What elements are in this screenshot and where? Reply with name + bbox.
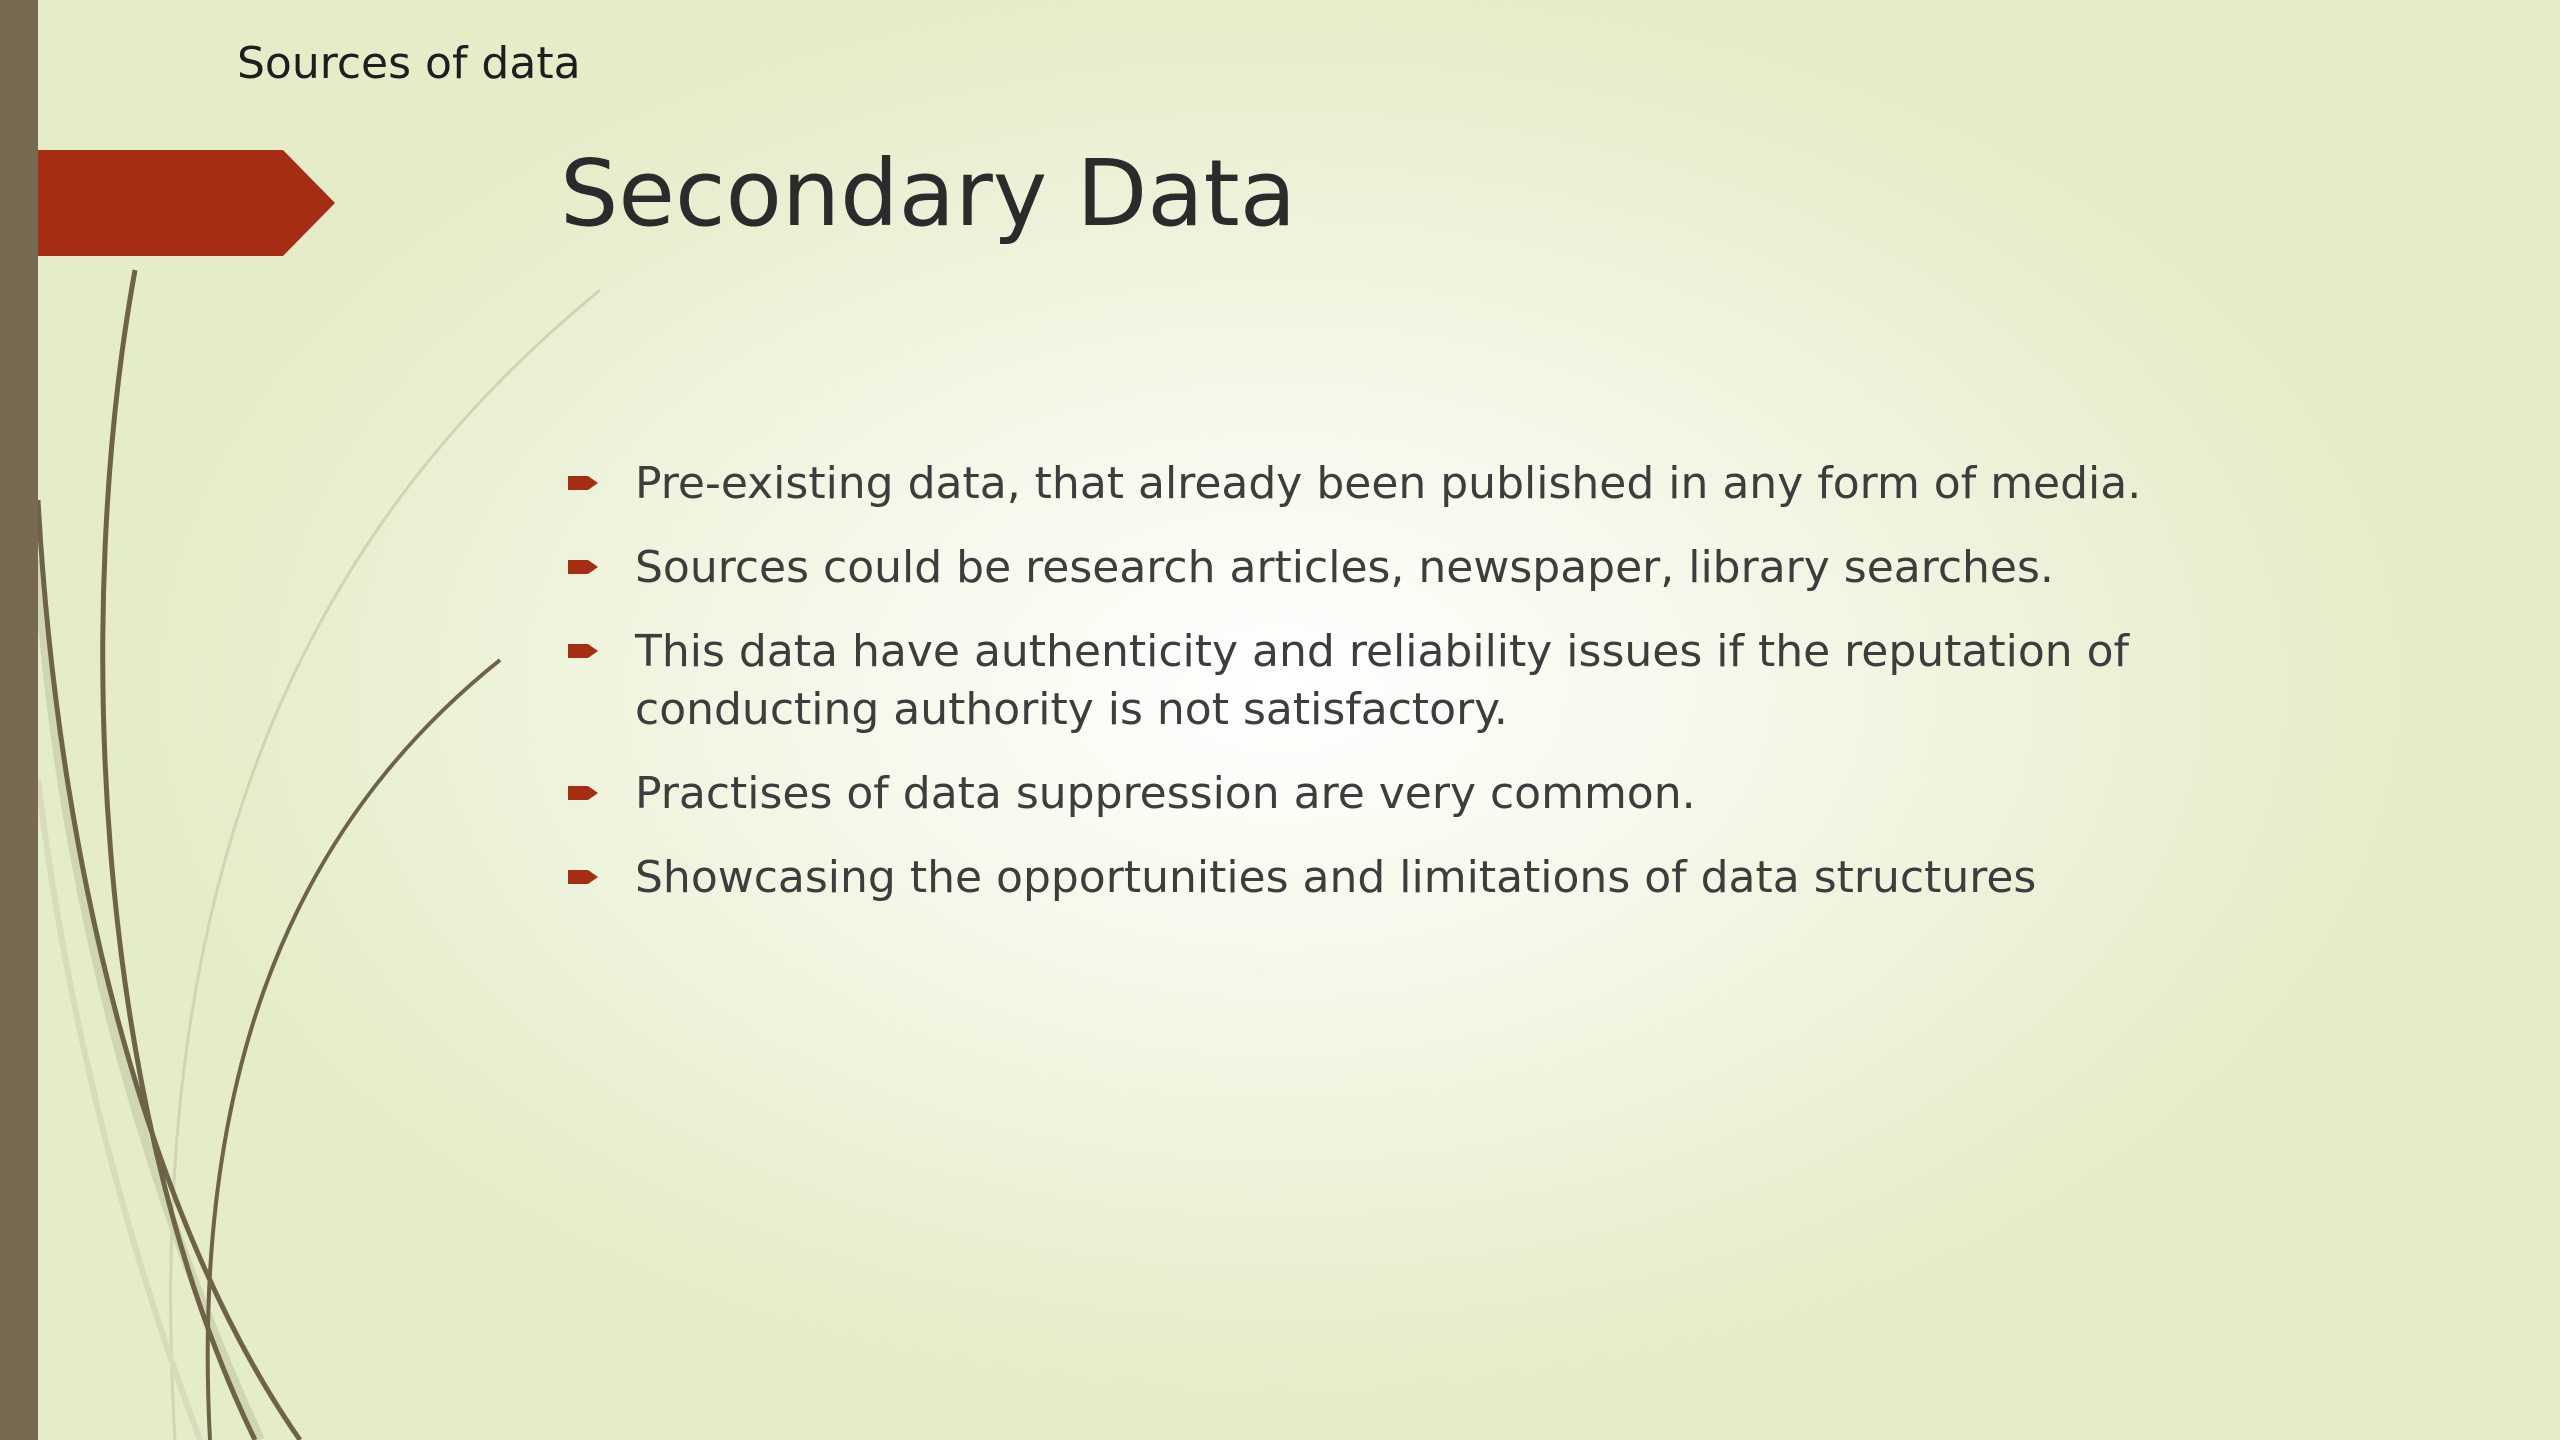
section-label: Sources of data (237, 38, 581, 89)
dark-curve-1 (103, 270, 255, 1440)
bullet-item (560, 849, 2320, 907)
bullet-text: Practises of data suppression are very common. (635, 768, 1696, 819)
bullet-text: Sources could be research articles, newspaper, library searches. (635, 542, 2054, 593)
arrow-bullet-icon (566, 640, 600, 662)
bullet-text: Pre-existing data, that already been published in any form of media. (635, 458, 2142, 509)
arrow-bullet-icon (566, 782, 600, 804)
bullet-item (560, 539, 2320, 597)
bullet-item (560, 623, 2320, 739)
arrow-bullet-icon (566, 556, 600, 578)
bullet-item (560, 455, 2320, 513)
arrow-bullet-icon (566, 472, 600, 494)
slide-title: Secondary Data (560, 140, 1297, 247)
title-arrow-banner (0, 150, 335, 256)
bullet-list (560, 455, 2320, 933)
bullet-text: Showcasing the opportunities and limitations of data structures (635, 852, 2037, 903)
bullet-text: This data have authenticity and reliability issues if the reputation of conducting authority is not satisfactory. (635, 626, 2130, 735)
light-curve-1 (171, 290, 600, 1440)
left-side-bar (0, 0, 38, 1440)
bullet-item (560, 765, 2320, 823)
arrow-bullet-icon (566, 866, 600, 888)
light-curve-3 (38, 780, 200, 1440)
dark-curve-2 (38, 500, 300, 1440)
